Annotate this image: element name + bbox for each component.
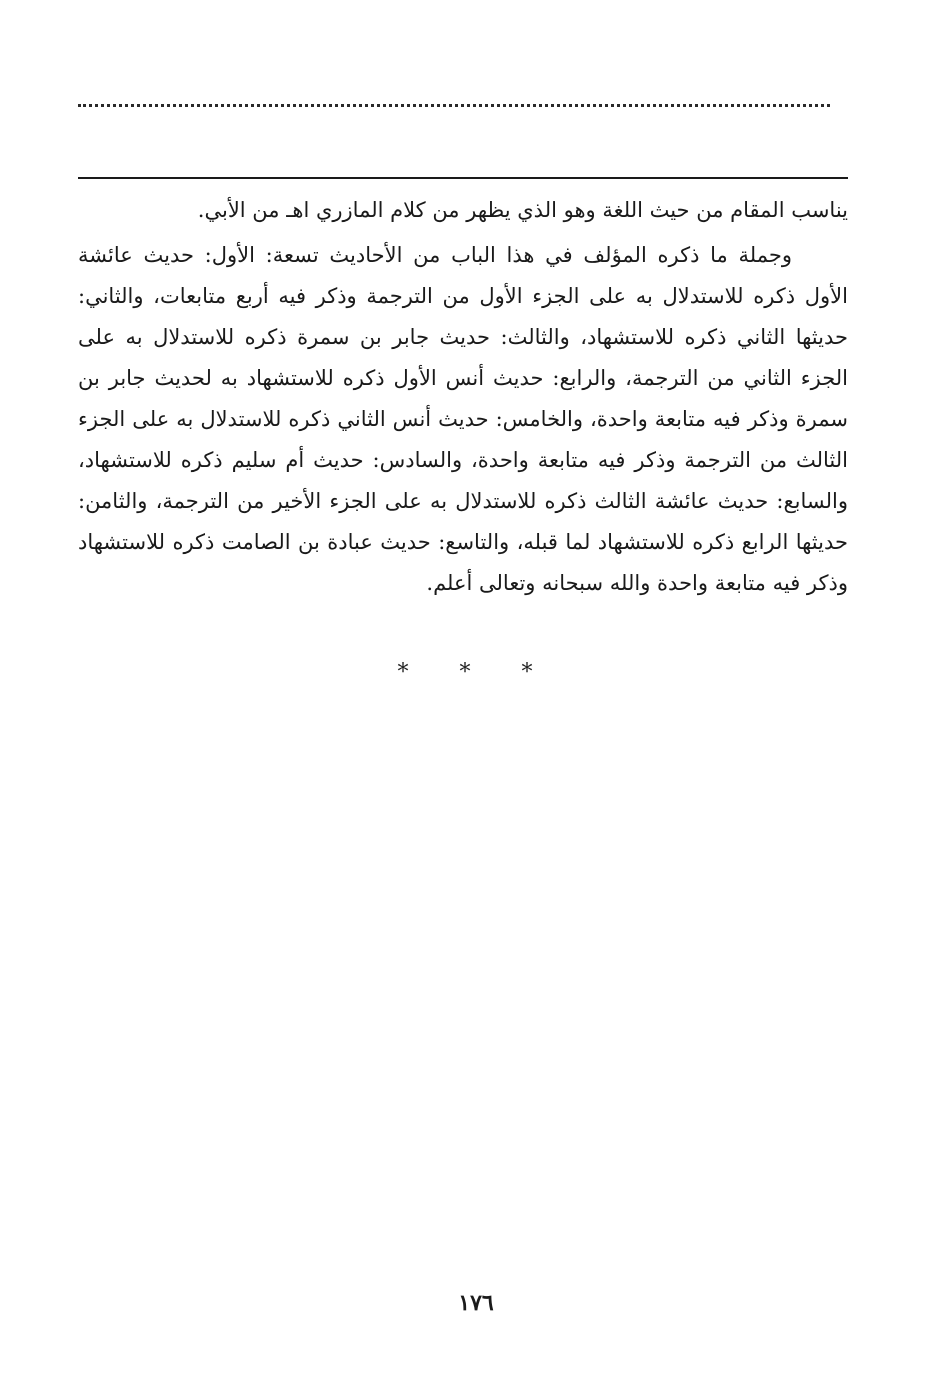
page-number: ١٧٦	[458, 1290, 494, 1316]
summary-paragraph: وجملة ما ذكره المؤلف في هذا الباب من الأحاديث تسعة: الأول: حديث عائشة الأول ذكره للاستدلال به على الجزء الأول من الترجمة وذكر فيه أربع متابعات، والثاني: حديثها الثاني ذكره للاستشهاد، والثالث: حديث جابر بن سمرة ذكره للاستدلال به على الجزء الثاني من الترجمة، والرابع: حديث أنس الأول ذكره للاستشهاد به لحديث جابر بن سمرة وذكر فيه متابعة واحدة، والخامس: حديث أنس الثاني ذكره للاستدلال به على الجزء الثالث من الترجمة وذكر فيه متابعة واحدة، والسادس: حديث أم سليم ذكره للاستشهاد، والسابع: حديث عائشة الثالث ذكره للاستدلال به على الجزء الأخير من الترجمة، والثامن: حديثها الرابع ذكره للاستشهاد لما قبله، والتاسع: حديث عبادة بن الصامت ذكره للاستشهاد وذكر فيه متابعة واحدة والله سبحانه وتعالى أعلم.	[78, 243, 848, 595]
footnote-continuation: يناسب المقام من حيث اللغة وهو الذي يظهر من كلام المازري اهـ من الأبي.	[197, 198, 848, 222]
footnote-rule	[78, 177, 848, 179]
body-text	[78, 190, 848, 604]
section-separator-stars: * * *	[397, 660, 555, 685]
dotted-separator	[78, 104, 830, 107]
